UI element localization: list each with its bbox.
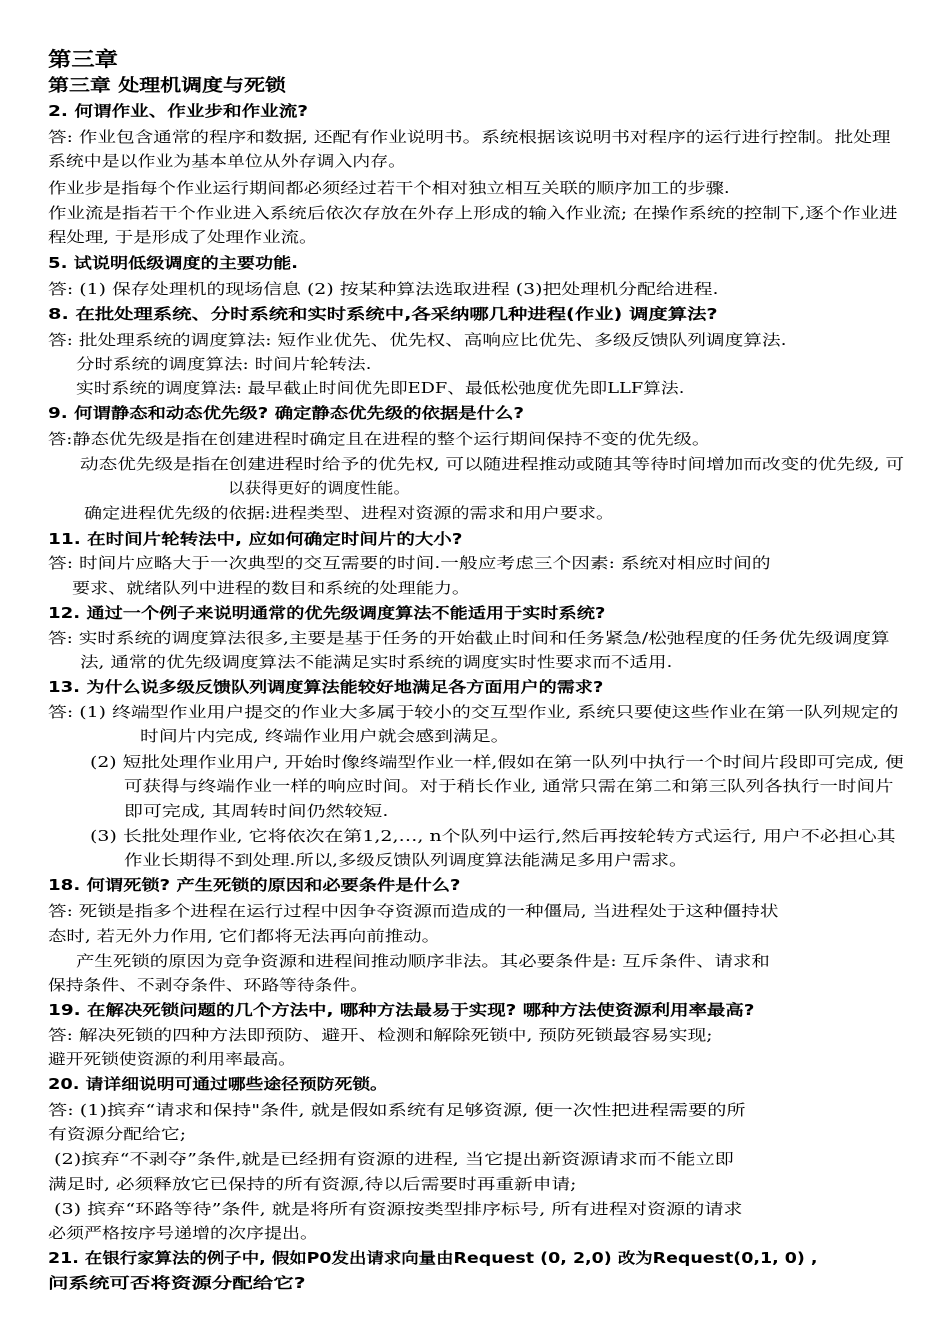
answer-line: 答: 解决死锁的四种方法即预防、避开、检测和解除死锁中, 预防死锁最容易实现;	[48, 1026, 713, 1044]
answer-line: 分时系统的调度算法: 时间片轮转法.	[76, 355, 372, 373]
question-8: 8. 在批处理系统、分时系统和实时系统中,各采纳哪几种进程(作业) 调度算法?	[48, 305, 718, 323]
question-21-cont: 问系统可否将资源分配给它?	[48, 1274, 306, 1292]
question-18: 18. 何谓死锁? 产生死锁的原因和必要条件是什么?	[48, 876, 461, 894]
answer-line: 避开死锁使资源的利用率最高。	[48, 1050, 297, 1068]
answer-line: 产生死锁的原因为竞争资源和进程间推动顺序非法。其必要条件是: 互斥条件、请求和	[76, 952, 770, 970]
answer-line: 以获得更好的调度性能。	[228, 479, 411, 497]
answer-line: 实时系统的调度算法: 最早截止时间优先即EDF、最低松弛度优先即LLF算法.	[76, 379, 685, 397]
answer-line: 满足时, 必须释放它已保持的所有资源,待以后需要时再重新申请;	[48, 1175, 577, 1193]
answer-line: 答: (1) 终端型作业用户提交的作业大多属于较小的交互型作业, 系统只要使这些作业在第一队列规定的	[48, 703, 899, 721]
question-5: 5. 试说明低级调度的主要功能.	[48, 254, 299, 272]
answer-line: 必须严格按序号递增的次序提出。	[48, 1224, 319, 1242]
answer-line: 答: 作业包含通常的程序和数据, 还配有作业说明书。系统根据该说明书对程序的运行进行控制。批处理	[48, 128, 891, 146]
question-11: 11. 在时间片轮转法中, 应如何确定时间片的大小?	[48, 530, 463, 548]
question-2: 2. 何谓作业、作业步和作业流?	[48, 102, 309, 120]
answer-line: 答: (1) 保存处理机的现场信息 (2) 按某种算法选取进程 (3)把处理机分配给进程.	[48, 280, 719, 298]
answer-line: 作业步是指每个作业运行期间都必须经过若干个相对独立相互关联的顺序加工的步骤.	[48, 179, 730, 197]
answer-line: 时间片内完成, 终端作业用户就会感到满足。	[140, 727, 510, 745]
answer-line: 作业长期得不到处理.所以,多级反馈队列调度算法能满足多用户需求。	[124, 851, 688, 869]
chapter-title: 第三章	[48, 47, 118, 71]
chapter-heading: 第三章 处理机调度与死锁	[48, 76, 286, 96]
answer-line: 动态优先级是指在创建进程时给予的优先权, 可以随进程推动或随其等待时间增加而改变的优先级, 可	[80, 455, 905, 473]
answer-line: 确定进程优先级的依据:进程类型、进程对资源的需求和用户要求。	[84, 504, 615, 522]
question-9: 9. 何谓静态和动态优先级? 确定静态优先级的依据是什么?	[48, 404, 524, 422]
answer-line: 可获得与终端作业一样的响应时间。对于稍长作业, 通常只需在第二和第三队列各执行一时间片	[124, 777, 894, 795]
answer-line: 答: (1)摈弃“请求和保持"条件, 就是假如系统有足够资源, 便一次性把进程需要的所	[48, 1101, 746, 1119]
answer-line: (3) 摈弃“环路等待”条件, 就是将所有资源按类型排序标号, 所有进程对资源的请求	[54, 1200, 743, 1218]
answer-line: 有资源分配给它;	[48, 1125, 187, 1143]
answer-line: (3) 长批处理作业, 它将依次在第1,2,…, n个队列中运行,然后再按轮转方式运行, 用户不必担心其	[90, 827, 896, 845]
question-21: 21. 在银行家算法的例子中, 假如P0发出请求向量由Request (0, 2,0) 改为Request(0,1, 0) ,	[48, 1249, 818, 1267]
question-12: 12. 通过一个例子来说明通常的优先级调度算法不能适用于实时系统?	[48, 604, 606, 622]
answer-line: 要求、就绪队列中进程的数目和系统的处理能力。	[72, 579, 471, 597]
answer-line: 即可完成, 其周转时间仍然较短.	[124, 802, 389, 820]
answer-line: 答: 实时系统的调度算法很多,主要是基于任务的开始截止时间和任务紧急/松弛程度的任务优先级调度算	[48, 629, 890, 647]
answer-line: 答:静态优先级是指在创建进程时确定且在进程的整个运行期间保持不变的优先级。	[48, 430, 711, 448]
answer-line: 保持条件、不剥夺条件、环路等待条件。	[48, 976, 369, 994]
answer-line: 系统中是以作业为基本单位从外存调入内存。	[48, 152, 407, 170]
answer-line: 法, 通常的优先级调度算法不能满足实时系统的调度实时性要求而不适用.	[80, 653, 673, 671]
answer-line: 答: 时间片应略大于一次典型的交互需要的时间.一般应考虑三个因素: 系统对相应时间的	[48, 554, 771, 572]
answer-line: 答: 死锁是指多个进程在运行过程中因争夺资源而造成的一种僵局, 当进程处于这种僵持状	[48, 902, 779, 920]
answer-line: (2) 短批处理作业用户, 开始时像终端型作业一样,假如在第一队列中执行一个时间片段即可完成, 便	[90, 753, 904, 771]
answer-line: 答: 批处理系统的调度算法: 短作业优先、优先权、高响应比优先、多级反馈队列调度算法.	[48, 331, 787, 349]
question-13: 13. 为什么说多级反馈队列调度算法能较好地满足各方面用户的需求?	[48, 678, 604, 696]
question-19: 19. 在解决死锁问题的几个方法中, 哪种方法最易于实现? 哪种方法使资源利用率最高?	[48, 1001, 755, 1019]
answer-line: (2)摈弃“不剥夺”条件,就是已经拥有资源的进程, 当它提出新资源请求而不能立即	[54, 1150, 734, 1168]
answer-line: 态时, 若无外力作用, 它们都将无法再向前推动。	[48, 927, 441, 945]
question-20: 20. 请详细说明可通过哪些途径预防死锁。	[48, 1075, 388, 1093]
answer-line: 程处理, 于是形成了处理作业流。	[48, 228, 318, 246]
answer-line: 作业流是指若干个作业进入系统后依次存放在外存上形成的输入作业流; 在操作系统的控制下,逐个作业进	[48, 204, 898, 222]
